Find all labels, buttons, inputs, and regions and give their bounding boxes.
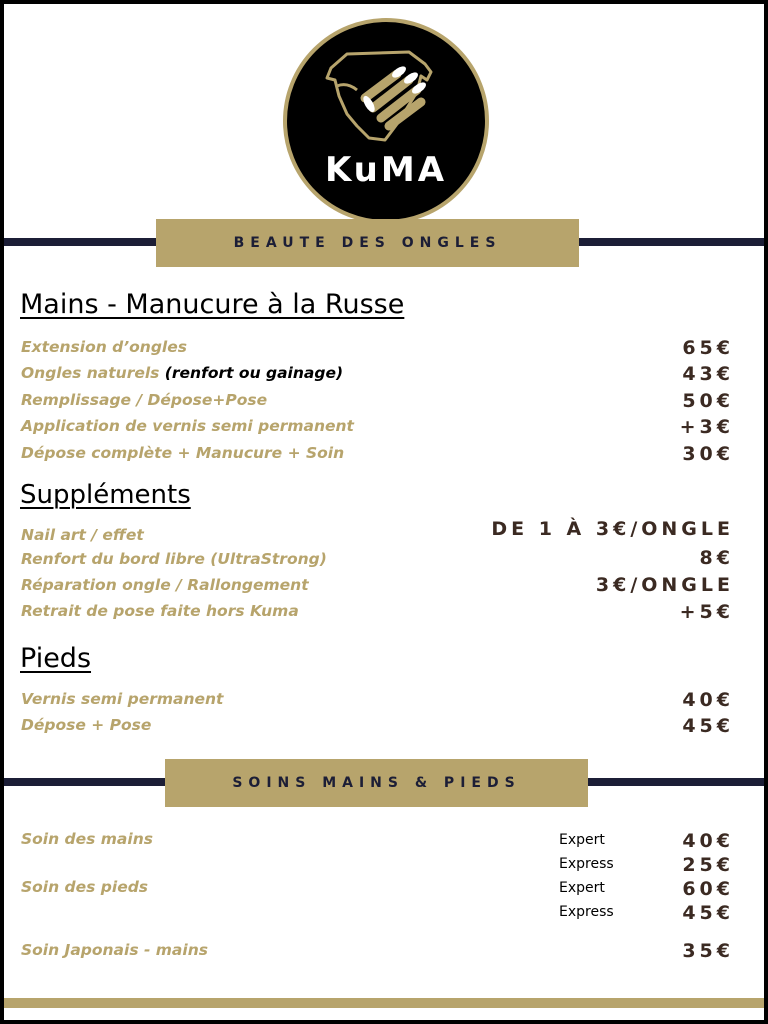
item-price: 45€ <box>682 715 734 737</box>
item-price: 60€ <box>682 878 734 900</box>
item-label: Retrait de pose faite hors Kuma <box>21 602 299 620</box>
menu-page <box>4 4 764 1020</box>
item-price: +5€ <box>679 601 734 623</box>
item-price: 50€ <box>682 390 734 412</box>
heading-pieds: Pieds <box>20 643 92 674</box>
section-band-beaute: BEAUTE DES ONGLES <box>156 219 579 267</box>
item-label: Dépose complète + Manucure + Soin <box>21 444 345 462</box>
logo <box>283 18 489 224</box>
item-label: Remplissage / Dépose+Pose <box>21 391 268 409</box>
variant-label: Express <box>559 904 614 920</box>
variant-label: Expert <box>559 880 605 896</box>
item-label: Extension d’ongles <box>21 338 187 356</box>
variant-label: Express <box>559 856 614 872</box>
item-label <box>21 364 343 382</box>
item-label: Réparation ongle / Rallongement <box>21 576 309 594</box>
item-price: DE 1 À 3€/ONGLE <box>491 518 734 540</box>
bottom-bar <box>4 998 764 1008</box>
item-price: 43€ <box>682 363 734 385</box>
item-label: Vernis semi permanent <box>21 690 224 708</box>
item-label: Soin des pieds <box>21 878 149 896</box>
heading-mains: Mains - Manucure à la Russe <box>20 289 405 320</box>
item-label: Soin des mains <box>21 830 153 848</box>
section-band-soins: SOINS MAINS & PIEDS <box>165 759 588 807</box>
item-price: 25€ <box>682 854 734 876</box>
variant-label: Expert <box>559 832 605 848</box>
item-label-text: Ongles naturels <box>21 364 160 382</box>
brand-name: KuMA <box>324 150 448 190</box>
item-label: Dépose + Pose <box>21 716 152 734</box>
item-price: 35€ <box>682 940 734 962</box>
item-price: 30€ <box>682 443 734 465</box>
item-price: +3€ <box>679 416 734 438</box>
item-price: 45€ <box>682 902 734 924</box>
item-label: Renfort du bord libre (UltraStrong) <box>21 550 327 568</box>
item-label: Soin Japonais - mains <box>21 941 208 959</box>
bear-nails-icon <box>317 46 455 146</box>
item-note: (renfort ou gainage) <box>164 364 344 382</box>
item-price: 3€/ONGLE <box>595 574 734 596</box>
item-label: Application de vernis semi permanent <box>21 417 354 435</box>
item-price: 8€ <box>699 547 734 569</box>
item-price: 65€ <box>682 337 734 359</box>
item-price: 40€ <box>682 689 734 711</box>
item-label: Nail art / effet <box>21 526 144 544</box>
item-price: 40€ <box>682 830 734 852</box>
heading-supplements: Suppléments <box>20 480 191 510</box>
